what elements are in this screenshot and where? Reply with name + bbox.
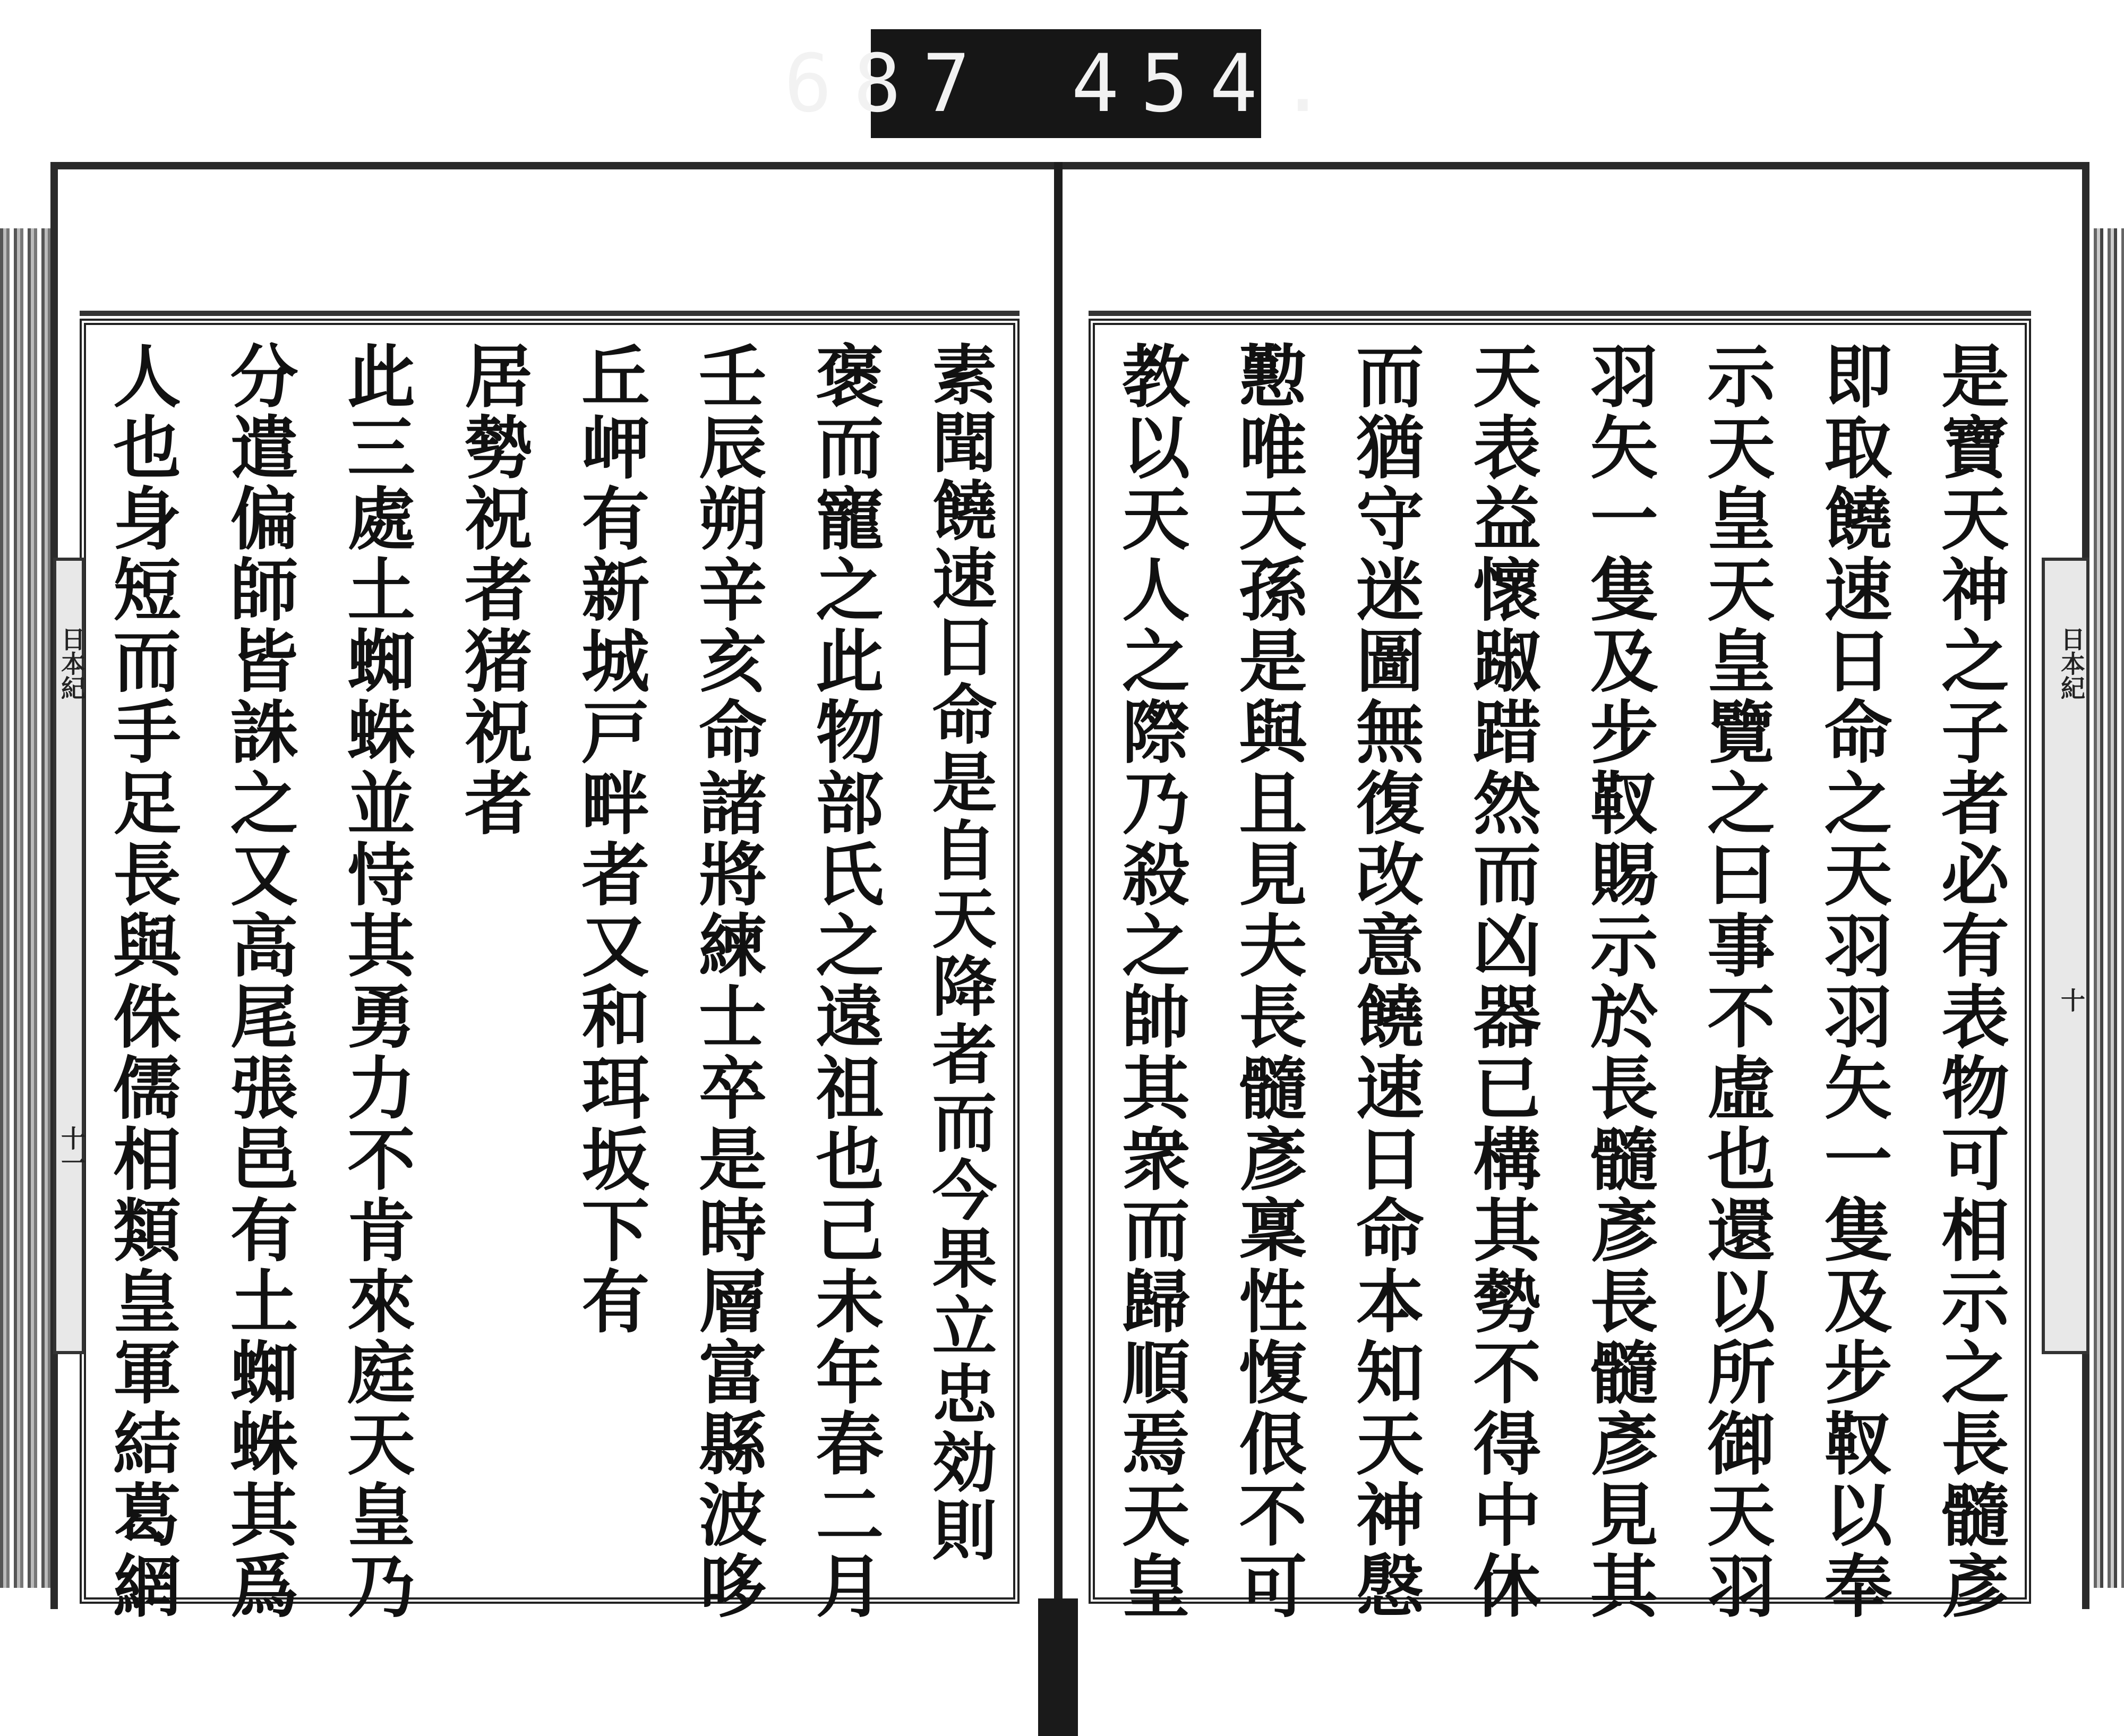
- call-number-right: 454.: [1071, 37, 1348, 130]
- page-edges-right: [2089, 228, 2124, 1588]
- text-column: 教以天人之際乃殺之帥其衆而歸順焉天皇: [1110, 341, 1190, 1622]
- text-column: 褒而寵之此物部氏之遠祖也己未年春二月: [804, 341, 884, 1622]
- text-column: 此三處土蜘蛛並恃其勇力不肯來庭天皇乃: [336, 341, 416, 1622]
- text-column: 壬辰朔辛亥命諸將練士卒是時層富縣波哆: [687, 341, 767, 1622]
- text-column: 懃唯天孫是與且見夫長髓彥稟性愎佷不可: [1227, 341, 1307, 1622]
- right-margin-title: 日本紀: [2057, 627, 2086, 700]
- text-column: 居勢祝者猪祝者: [452, 341, 533, 839]
- page-edges-left: [0, 228, 50, 1588]
- left-page-columns: [101, 341, 998, 1622]
- right-page: [1089, 319, 2031, 1622]
- right-margin-page-number: 十: [2057, 988, 2086, 1012]
- left-margin-title: 日本紀: [57, 627, 86, 700]
- text-column: 而猶守迷圖無復改意饒速日命本知天神慇: [1344, 341, 1424, 1622]
- left-page-top-rule: [80, 311, 1020, 316]
- left-page: [80, 319, 1020, 1622]
- call-number-left: 687: [784, 37, 992, 130]
- text-column: 示天皇天皇覽之曰事不虛也還以所御天羽: [1695, 341, 1776, 1622]
- gutter-shadow: [1038, 1598, 1078, 1736]
- call-number-label: [784, 29, 1348, 138]
- text-column: 丘岬有新城戸畔者又和珥坂下有: [570, 341, 650, 1337]
- text-column: 羽矢一隻及步靫賜示於長髓彥長髓彥見其: [1578, 341, 1658, 1622]
- book-gutter: [1054, 162, 1063, 1649]
- text-column: 即取饒速日命之天羽羽矢一隻及步靫以奉: [1812, 341, 1892, 1622]
- text-column: 天表益懷踧踖然而凶器已構其勢不得中休: [1461, 341, 1541, 1622]
- left-margin-page-number: 十一: [57, 1126, 86, 1175]
- text-column: 分遣偏師皆誅之又高尾張邑有土蜘蛛其爲: [218, 341, 298, 1622]
- text-column: 素聞饒速日命是自天降者而今果立忠効則: [921, 341, 998, 1564]
- text-column: 是寶天神之子者必有表物可相示之長髓彥: [1929, 341, 2009, 1622]
- text-column: 人也身短而手足長與侏儒相類皇軍結葛網: [101, 341, 181, 1622]
- right-page-top-rule: [1089, 311, 2031, 316]
- right-page-columns: [1110, 341, 2009, 1622]
